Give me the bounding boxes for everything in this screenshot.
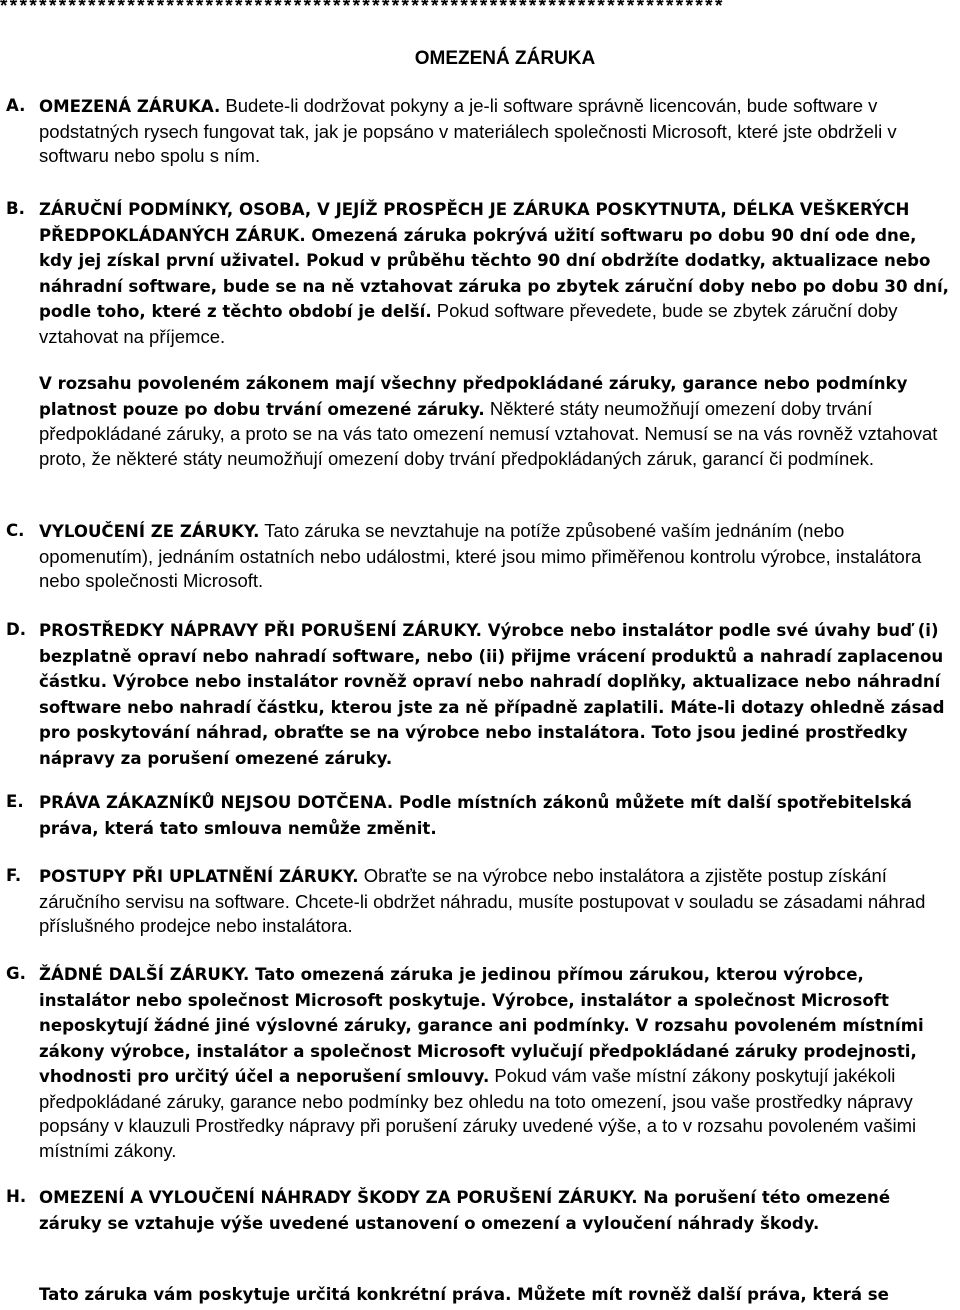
page-title: OMEZENÁ ZÁRUKA [414, 48, 596, 69]
section-letter: H. [6, 1187, 27, 1206]
section-text: Obraťte se na výrobce nebo instalátora a zjistěte postup získání záručního servisu na software. Chcete-li obdržet náhradu, musíte postupovat v souladu se zásadami náhrad příslušného prodejce nebo instalátora. [39, 865, 926, 936]
section-b-continued [0, 371, 960, 471]
section-c [0, 519, 960, 594]
section-bold-text: Tato omezená záruka je jedinou přímou zárukou, kterou výrobce, instalátor nebo společnost Microsoft poskytuje. Výrobce, instalátor a společnost Microsoft neposkytují žádné jiné výslovné záruky, garance ani podmínky. V rozsahu povoleném místními zákony výrobce, instalátor a společnost Microsoft vylučují předpokládané záruky prodejnosti, vhodnosti pro určitý účel a neporušení smlouvy. [39, 965, 924, 1086]
section-letter: F. [6, 866, 22, 885]
section-heading: OMEZENÁ ZÁRUKA. [39, 97, 221, 116]
section-body [39, 94, 950, 169]
section-a [0, 94, 960, 169]
section-letter: E. [6, 792, 24, 811]
section-body [39, 618, 950, 771]
section-d [0, 618, 960, 771]
section-text: Pokud software převedete, bude se zbytek záruční doby vztahovat na příjemce. [39, 300, 898, 347]
asterisk-divider: ************************************************************************** [0, 0, 725, 17]
section-letter: A. [6, 96, 26, 115]
section-heading: POSTUPY PŘI UPLATNĚNÍ ZÁRUKY. [39, 867, 359, 886]
section-bold-text: Podle místních zákonů můžete mít další spotřebitelská práva, která tato smlouva nemůže změnit. [39, 793, 912, 838]
section-body [39, 1185, 950, 1236]
section-heading: ZÁRUČNÍ PODMÍNKY, OSOBA, V JEJÍŽ PROSPĚCH JE ZÁRUKA POSKYTNUTA, DÉLKA VEŠKERÝCH PŘEDPOKLÁDANÝCH ZÁRUK. [39, 200, 910, 245]
section-heading: ŽÁDNÉ DALŠÍ ZÁRUKY. [39, 965, 250, 984]
section-bold-text: V rozsahu povoleném zákonem mají všechny předpokládané záruky, garance nebo podmínky platnost pouze po dobu trvání omezené záruky. [39, 374, 908, 419]
section-bold-text: Omezená záruka pokrývá užití softwaru po dobu 90 dní ode dne, kdy jej získal první uživatel. Pokud v průběhu těchto 90 dní obdržíte dodatky, aktualizace nebo náhradní software, bude se na ně vztahovat záruka po zbytek záruční doby nebo po dobu 30 dní, podle toho, které z těchto období je delší. [39, 225, 949, 321]
section-text: Pokud vám vaše místní zákony poskytují jakékoli předpokládané záruky, garance nebo podmínky bez ohledu na toto omezení, jsou vaše prostředky nápravy popsány v klauzuli Prostředky nápravy při porušení záruky uvedené výše, a to v rozsahu povoleném vašimi místními zákony. [39, 1065, 917, 1161]
section-body [39, 197, 950, 349]
section-heading: PROSTŘEDKY NÁPRAVY PŘI PORUŠENÍ ZÁRUKY. [39, 621, 482, 640]
section-heading: OMEZENÍ A VYLOUČENÍ NÁHRADY ŠKODY ZA PORUŠENÍ ZÁRUKY. [39, 1188, 638, 1207]
section-bold-text: Výrobce nebo instalátor podle své úvahy buď (i) bezplatně opraví nebo nahradí software, nebo (ii) přijme vrácení produktů a nahradí zaplacenou částku. Výrobce nebo instalátor rovněž opraví nebo nahradí doplňky, aktualizace nebo náhradní software nebo nahradí částku, kterou jste za ně případně zaplatili. Máte-li dotazy ohledně zásad pro poskytování náhrad, obraťte se na výrobce nebo instalátora. Toto jsou jediné prostředky nápravy za porušení omezené záruky. [39, 621, 945, 768]
section-b [0, 197, 960, 349]
section-heading: PRÁVA ZÁKAZNÍKŮ NEJSOU DOTČENA. [39, 793, 394, 812]
section-bold-text: Tato záruka vám poskytuje určitá konkrétní práva. Můžete mít rovněž další práva, která se [39, 1285, 889, 1304]
closing-paragraph [0, 1282, 960, 1308]
section-letter: G. [6, 964, 26, 983]
section-f [0, 864, 960, 939]
section-body [39, 519, 950, 594]
section-letter: C. [6, 521, 25, 540]
section-letter: B. [6, 199, 25, 218]
section-e [0, 790, 960, 841]
section-body [39, 864, 950, 939]
section-body [39, 1282, 950, 1308]
section-body [39, 962, 950, 1163]
section-heading: VYLOUČENÍ ZE ZÁRUKY. [39, 522, 260, 541]
section-text: Některé státy neumožňují omezení doby trvání předpokládané záruky, a proto se na vás tato omezení nemusí vztahovat. Nemusí se na vás rovněž vztahovat proto, že některé státy neumožňují omezení doby trvání předpokládaných záruk, garancí či podmínek. [39, 397, 938, 469]
section-body [39, 371, 950, 471]
section-h [0, 1185, 960, 1236]
section-text: Tato záruka se nevztahuje na potíže způsobené vaším jednáním (nebo opomenutím), jednáním ostatních nebo událostmi, které jsou mimo přiměřenou kontrolu výrobce, instalátora nebo společnosti Microsoft. [39, 520, 922, 591]
section-letter: D. [6, 620, 27, 639]
section-text: Budete-li dodržovat pokyny a je-li software správně licencován, bude software v podstatných rysech fungovat tak, jak je popsáno v materiálech společnosti Microsoft, které jste obdrželi v softwaru nebo spolu s ním. [39, 95, 897, 166]
section-body [39, 790, 950, 841]
section-bold-text: Na porušení této omezené záruky se vztahuje výše uvedené ustanovení o omezení a vyloučení náhrady škody. [39, 1188, 891, 1233]
section-g [0, 962, 960, 1163]
